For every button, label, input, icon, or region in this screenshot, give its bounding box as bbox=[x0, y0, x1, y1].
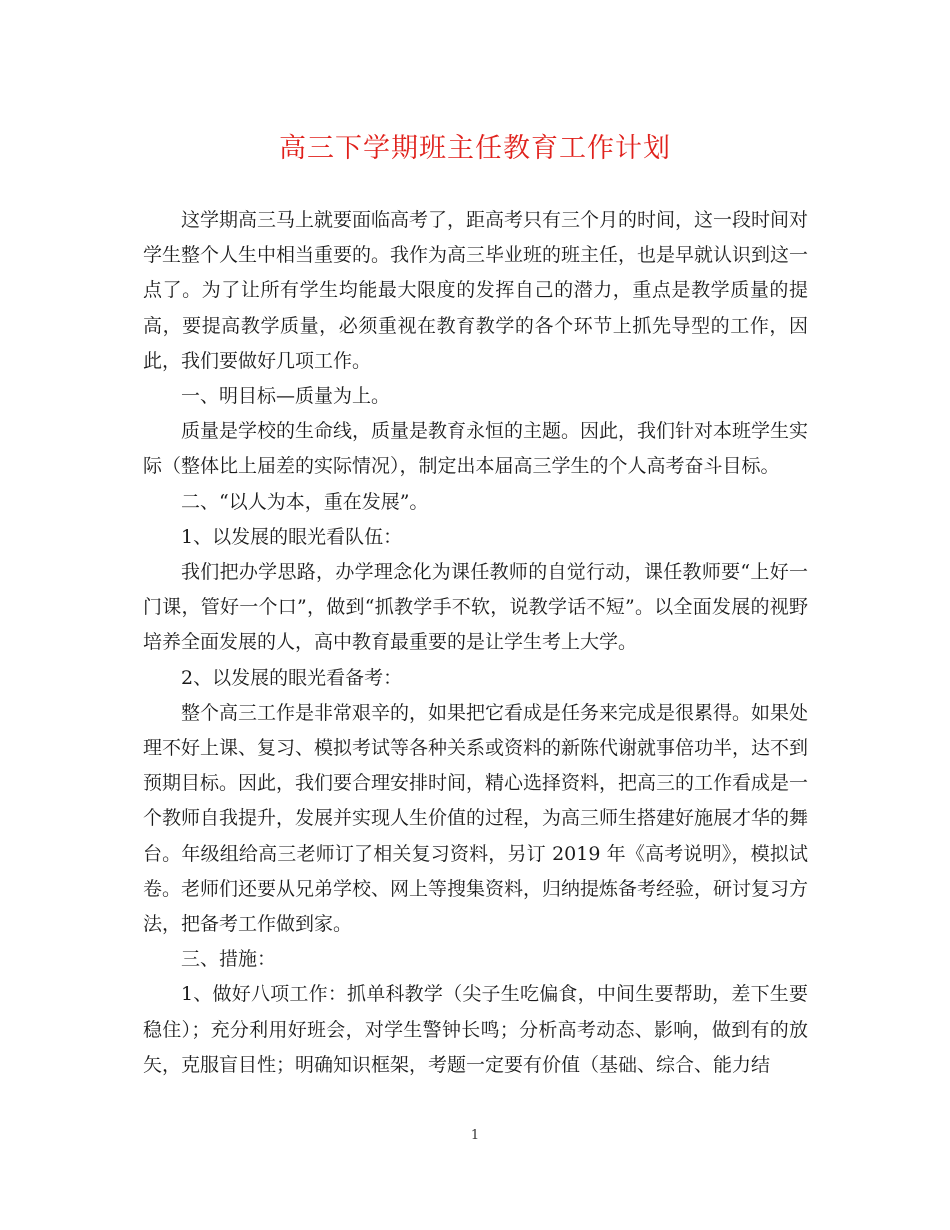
heading-section-3: 三、措施： bbox=[181, 948, 277, 971]
page-title: 高三下学期班主任教育工作计划 bbox=[279, 133, 671, 164]
paragraph-intro: 这学期高三马上就要面临高考了，距高考只有三个月的时间，这一段时间对学生整个人生中相当重要的。我作为高三毕业班的班主任，也是早就认识到这一点了。为了让所有学生均能最大限度的发挥自己的潜力，重点是教学质量的提高，要提高教学质量，必须重视在教育教学的各个环节上抓先导型的工作，因此，我们要做好几项工作。 bbox=[143, 209, 809, 372]
document-body bbox=[143, 203, 808, 1083]
heading-section-2: 二、“以人为本，重在发展”。 bbox=[181, 490, 429, 513]
paragraph-2-1: 我们把办学思路，办学理念化为课任教师的自觉行动，课任教师要“上好一门课，管好一个口”，做到“抓教学手不软，说教学话不短”。以全面发展的视野培养全面发展的人，高中教育最重要的是让学生考上大学。 bbox=[143, 561, 808, 654]
page-number: 1 bbox=[470, 1128, 480, 1143]
paragraph-2-2: 整个高三工作是非常艰辛的，如果把它看成是任务来完成是很累得。如果处理不好上课、复习、模拟考试等各种关系或资料的新陈代谢就事倍功半，达不到预期目标。因此，我们要合理安排时间，精心选择资料，把高三的工作看成是一个教师自我提升，发展并实现人生价值的过程，为高三师生搭建好施展才华的舞台。年级组给高三老师订了相关复习资料，另订 2019 年《高考说明》，模拟试卷。老师们还要从兄弟学校、网上等搜集资料，归纳提炼备考经验，研讨复习方法，把备考工作做到家。 bbox=[143, 701, 809, 936]
heading-section-1: 一、明目标—质量为上。 bbox=[181, 385, 391, 408]
subheading-2-1: 1、以发展的眼光看队伍： bbox=[181, 525, 403, 548]
subheading-2-2: 2、以发展的眼光看备考： bbox=[181, 666, 403, 689]
paragraph-3-1: 1、做好八项工作：抓单科教学（尖子生吃偏食，中间生要帮助，差下生要稳住）；充分利用好班会，对学生警钟长鸣；分析高考动态、影响，做到有的放矢，克服盲目性；明确知识框架，考题一定要有价值（基础、综合、能力结 bbox=[143, 983, 808, 1076]
paragraph-section-1: 质量是学校的生命线，质量是教育永恒的主题。因此，我们针对本班学生实际（整体比上届差的实际情况），制定出本届高三学生的个人高考奋斗目标。 bbox=[143, 420, 809, 478]
